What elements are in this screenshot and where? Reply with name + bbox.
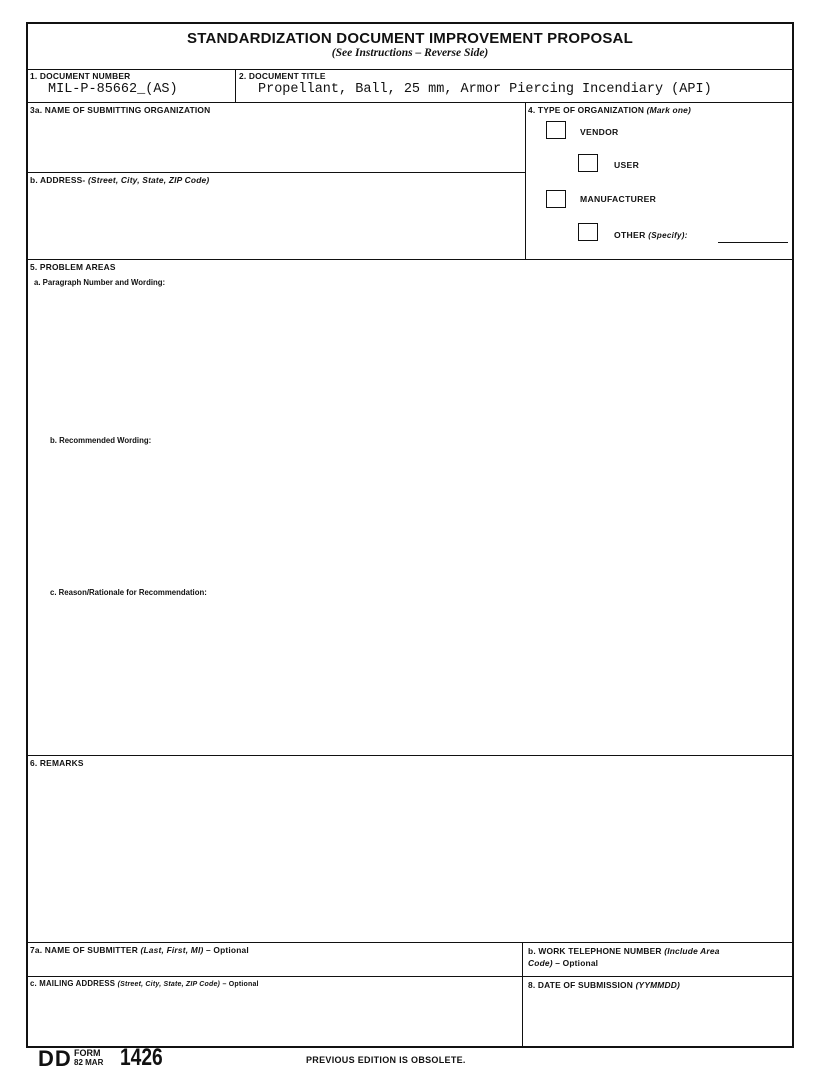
divider-phone <box>522 942 523 1046</box>
submitter-field[interactable] <box>30 957 518 975</box>
mailing-label: c. MAILING ADDRESS (Street, City, State, ZIP Code) – Optional <box>30 979 259 988</box>
manufacturer-label: MANUFACTURER <box>580 194 657 204</box>
footer-dd: DD <box>38 1046 72 1071</box>
address-label: b. ADDRESS- (Street, City, State, ZIP Code) <box>30 175 210 185</box>
form-frame <box>26 22 794 1048</box>
reason-field[interactable] <box>50 600 784 752</box>
date-label: 8. DATE OF SUBMISSION (YYMMDD) <box>528 980 680 990</box>
other-checkbox[interactable] <box>578 223 598 241</box>
footer-form-number: 1426 <box>120 1044 163 1071</box>
footer-form-word: FORM <box>74 1048 101 1058</box>
phone-label-line2: Code) – Optional <box>528 958 599 968</box>
doc-title-label: 2. DOCUMENT TITLE <box>239 71 326 81</box>
divider-org-type <box>525 102 526 259</box>
org-name-label: 3a. NAME OF SUBMITTING ORGANIZATION <box>30 105 211 115</box>
divider-submitter <box>28 942 792 943</box>
org-name-field[interactable] <box>30 117 522 169</box>
other-specify-line[interactable] <box>718 242 788 243</box>
divider-mailing <box>28 976 792 977</box>
form-title: STANDARDIZATION DOCUMENT IMPROVEMENT PROPOSAL <box>187 30 633 47</box>
manufacturer-checkbox[interactable] <box>546 190 566 208</box>
doc-title-value[interactable]: Propellant, Ball, 25 mm, Armor Piercing Incendiary (API) <box>258 82 712 97</box>
footer-form-date: 82 MAR <box>74 1058 104 1067</box>
paragraph-field[interactable] <box>34 290 784 430</box>
user-label: USER <box>614 160 640 170</box>
reason-label: c. Reason/Rationale for Recommendation: <box>50 588 207 597</box>
mailing-field[interactable] <box>30 990 518 1044</box>
date-field[interactable] <box>528 992 788 1044</box>
other-label: OTHER (Specify): <box>614 230 688 240</box>
doc-number-value[interactable]: MIL-P-85662_(AS) <box>48 82 178 97</box>
footer-previous-edition: PREVIOUS EDITION IS OBSOLETE. <box>306 1055 466 1065</box>
address-field[interactable] <box>30 187 522 257</box>
form-subtitle: (See Instructions – Reverse Side) <box>331 47 489 59</box>
recommended-field[interactable] <box>50 448 784 586</box>
phone-label: b. WORK TELEPHONE NUMBER (Include Area <box>528 946 720 956</box>
divider-remarks <box>28 755 792 756</box>
vendor-label: VENDOR <box>580 127 619 137</box>
paragraph-label: a. Paragraph Number and Wording: <box>34 278 166 287</box>
divider-doc-row <box>28 102 792 103</box>
divider-address <box>28 172 525 173</box>
remarks-label: 6. REMARKS <box>30 758 84 768</box>
submitter-label: 7a. NAME OF SUBMITTER (Last, First, MI) – Optional <box>30 945 249 955</box>
recommended-label: b. Recommended Wording: <box>50 436 152 445</box>
divider-problem <box>28 259 792 260</box>
divider-doc-number <box>235 69 236 102</box>
doc-number-label: 1. DOCUMENT NUMBER <box>30 71 131 81</box>
problem-areas-label: 5. PROBLEM AREAS <box>30 262 116 272</box>
org-type-label: 4. TYPE OF ORGANIZATION (Mark one) <box>528 105 692 115</box>
vendor-checkbox[interactable] <box>546 121 566 139</box>
remarks-field[interactable] <box>30 770 788 940</box>
divider-title <box>28 69 792 70</box>
user-checkbox[interactable] <box>578 154 598 172</box>
